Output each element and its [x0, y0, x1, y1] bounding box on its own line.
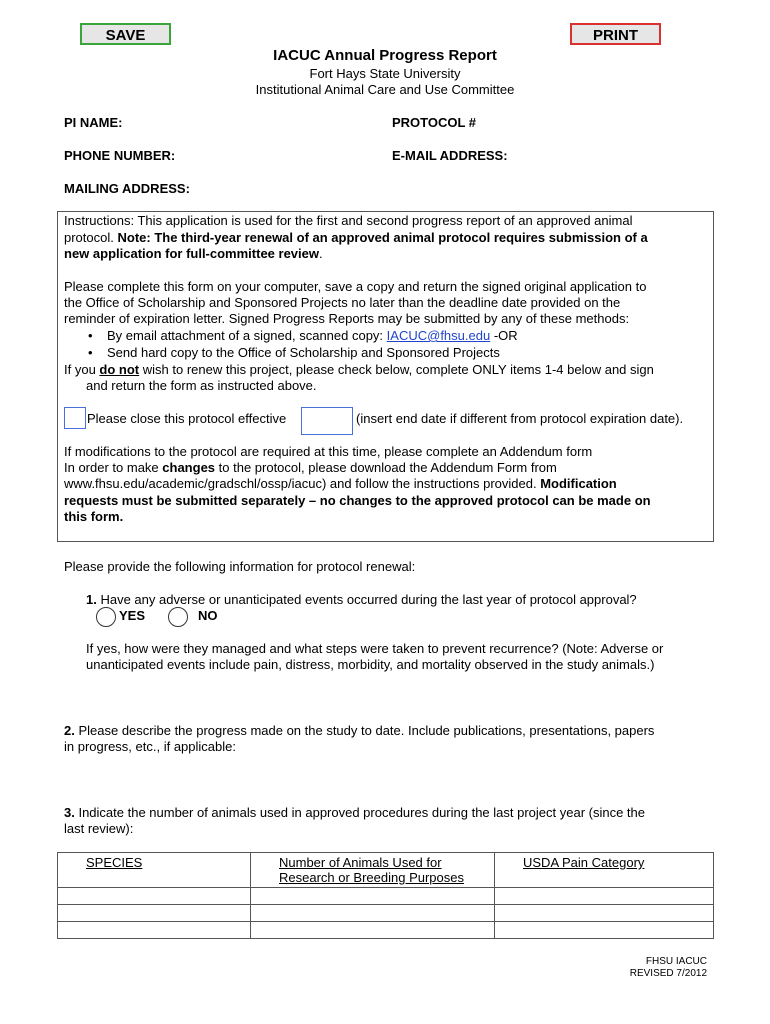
table-cell[interactable]	[58, 905, 251, 922]
print-button[interactable]: PRINT	[570, 23, 661, 45]
table-header-row	[58, 853, 714, 888]
instructions-line: Instructions: This application is used for the first and second progress report of an approved animal	[64, 213, 633, 228]
text: .	[319, 246, 323, 261]
question-text: Please describe the progress made on the study to date. Include publications, presentations, papers	[74, 723, 655, 738]
university-name: Fort Hays State University	[309, 66, 461, 81]
text: Send hard copy to the Office of Scholarship and Sponsored Projects	[107, 345, 500, 360]
question-number: 1.	[86, 592, 97, 607]
table-cell[interactable]	[495, 888, 714, 905]
iacuc-email-link[interactable]: IACUC@fhsu.edu	[386, 328, 491, 343]
instructions-line: reminder of expiration letter. Signed Progress Reports may be submitted by any of these methods:	[64, 311, 630, 326]
text: By email attachment of a signed, scanned copy:	[107, 328, 387, 343]
end-date-input[interactable]	[301, 407, 353, 435]
header-text: SPECIES	[86, 855, 143, 870]
close-protocol-label: Please close this protocol effective	[87, 411, 287, 426]
note-text: Note: The third-year renewal of an approved animal protocol requires submission of a	[117, 230, 648, 245]
text: If you	[64, 362, 100, 377]
no-label: NO	[198, 608, 218, 623]
text: -OR	[490, 328, 518, 343]
protocol-label: PROTOCOL #	[392, 115, 477, 130]
email-label: E-MAIL ADDRESS:	[392, 148, 508, 163]
yes-radio[interactable]	[96, 607, 116, 627]
table-cell[interactable]	[58, 922, 251, 939]
table-row	[58, 888, 714, 905]
instructions-line: this form.	[64, 509, 124, 524]
table-cell[interactable]	[251, 888, 495, 905]
emphasis-text: do not	[99, 362, 140, 377]
question-1-followup: unanticipated events include pain, distress, morbidity, and mortality observed in the study animals.)	[86, 657, 655, 672]
instructions-line	[64, 362, 654, 378]
renewal-intro: Please provide the following information for protocol renewal:	[64, 559, 416, 574]
question-2: in progress, etc., if applicable:	[64, 739, 236, 754]
question-number: 2.	[64, 723, 75, 738]
footer-line: FHSU IACUC	[645, 956, 707, 967]
close-protocol-note: (insert end date if different from protocol expiration date).	[356, 411, 684, 426]
question-number: 3.	[64, 805, 75, 820]
question-2	[64, 723, 654, 739]
bullet-item: • By email attachment of a signed, scanned copy: IACUC@fhsu.edu -OR	[88, 328, 518, 343]
table-cell[interactable]	[251, 922, 495, 939]
yes-label: YES	[119, 608, 146, 623]
instructions-line: requests must be submitted separately – no changes to the approved protocol can be made on	[64, 493, 651, 508]
emphasis-text: Modification	[540, 476, 617, 491]
header-text: Research or Breeding Purposes	[279, 870, 464, 885]
species-header	[58, 853, 251, 888]
footer-revision: REVISED 7/2012	[629, 968, 707, 979]
emphasis-text: changes	[162, 460, 216, 475]
species-table	[57, 852, 714, 939]
text: In order to make	[64, 460, 163, 475]
page-title: IACUC Annual Progress Report	[273, 47, 497, 64]
text: wish to renew this project, please check below, complete ONLY items 1-4 below and sign	[139, 362, 654, 377]
instructions-line: and return the form as instructed above.	[86, 378, 317, 393]
question-text: Have any adverse or unanticipated events occurred during the last year of protocol approval?	[96, 592, 637, 607]
table-row	[58, 905, 714, 922]
header-text: USDA Pain Category	[523, 855, 645, 870]
pain-category-header	[495, 853, 714, 888]
bullet-item: • Send hard copy to the Office of Scholarship and Sponsored Projects	[88, 345, 500, 360]
close-protocol-checkbox[interactable]	[64, 407, 86, 429]
pi-name-label: PI NAME:	[64, 115, 123, 130]
note-text: new application for full-committee review	[64, 246, 319, 261]
phone-label: PHONE NUMBER:	[64, 148, 176, 163]
question-1-followup: If yes, how were they managed and what steps were taken to prevent recurrence? (Note: Adverse or	[86, 641, 664, 656]
table-cell[interactable]	[495, 922, 714, 939]
header-text: Number of Animals Used for	[279, 855, 442, 870]
question-3	[64, 805, 645, 821]
instructions-line: the Office of Scholarship and Sponsored Projects no later than the deadline date provided on the	[64, 295, 621, 310]
question-1	[86, 592, 637, 608]
table-cell[interactable]	[58, 888, 251, 905]
table-cell[interactable]	[495, 905, 714, 922]
text: to the protocol, please download the Addendum Form from	[215, 460, 557, 475]
instructions-line	[64, 460, 557, 476]
text: www.fhsu.edu/academic/gradschl/ossp/iacuc) and follow the instructions provided.	[64, 476, 541, 491]
table-cell[interactable]	[251, 905, 495, 922]
save-button[interactable]: SAVE	[80, 23, 171, 45]
question-3: last review):	[64, 821, 134, 836]
animals-header	[251, 853, 495, 888]
no-radio[interactable]	[168, 607, 188, 627]
instructions-line: If modifications to the protocol are required at this time, please complete an Addendum form	[64, 444, 593, 459]
table-row	[58, 922, 714, 939]
instructions-line	[64, 230, 648, 246]
instructions-line	[64, 246, 323, 262]
mailing-address-label: MAILING ADDRESS:	[64, 181, 190, 196]
instructions-line	[64, 476, 617, 492]
question-text: Indicate the number of animals used in approved procedures during the last project year (since the	[74, 805, 646, 820]
text: protocol.	[64, 230, 118, 245]
instructions-line: Please complete this form on your computer, save a copy and return the signed original application to	[64, 279, 647, 294]
committee-name: Institutional Animal Care and Use Committee	[255, 82, 515, 97]
